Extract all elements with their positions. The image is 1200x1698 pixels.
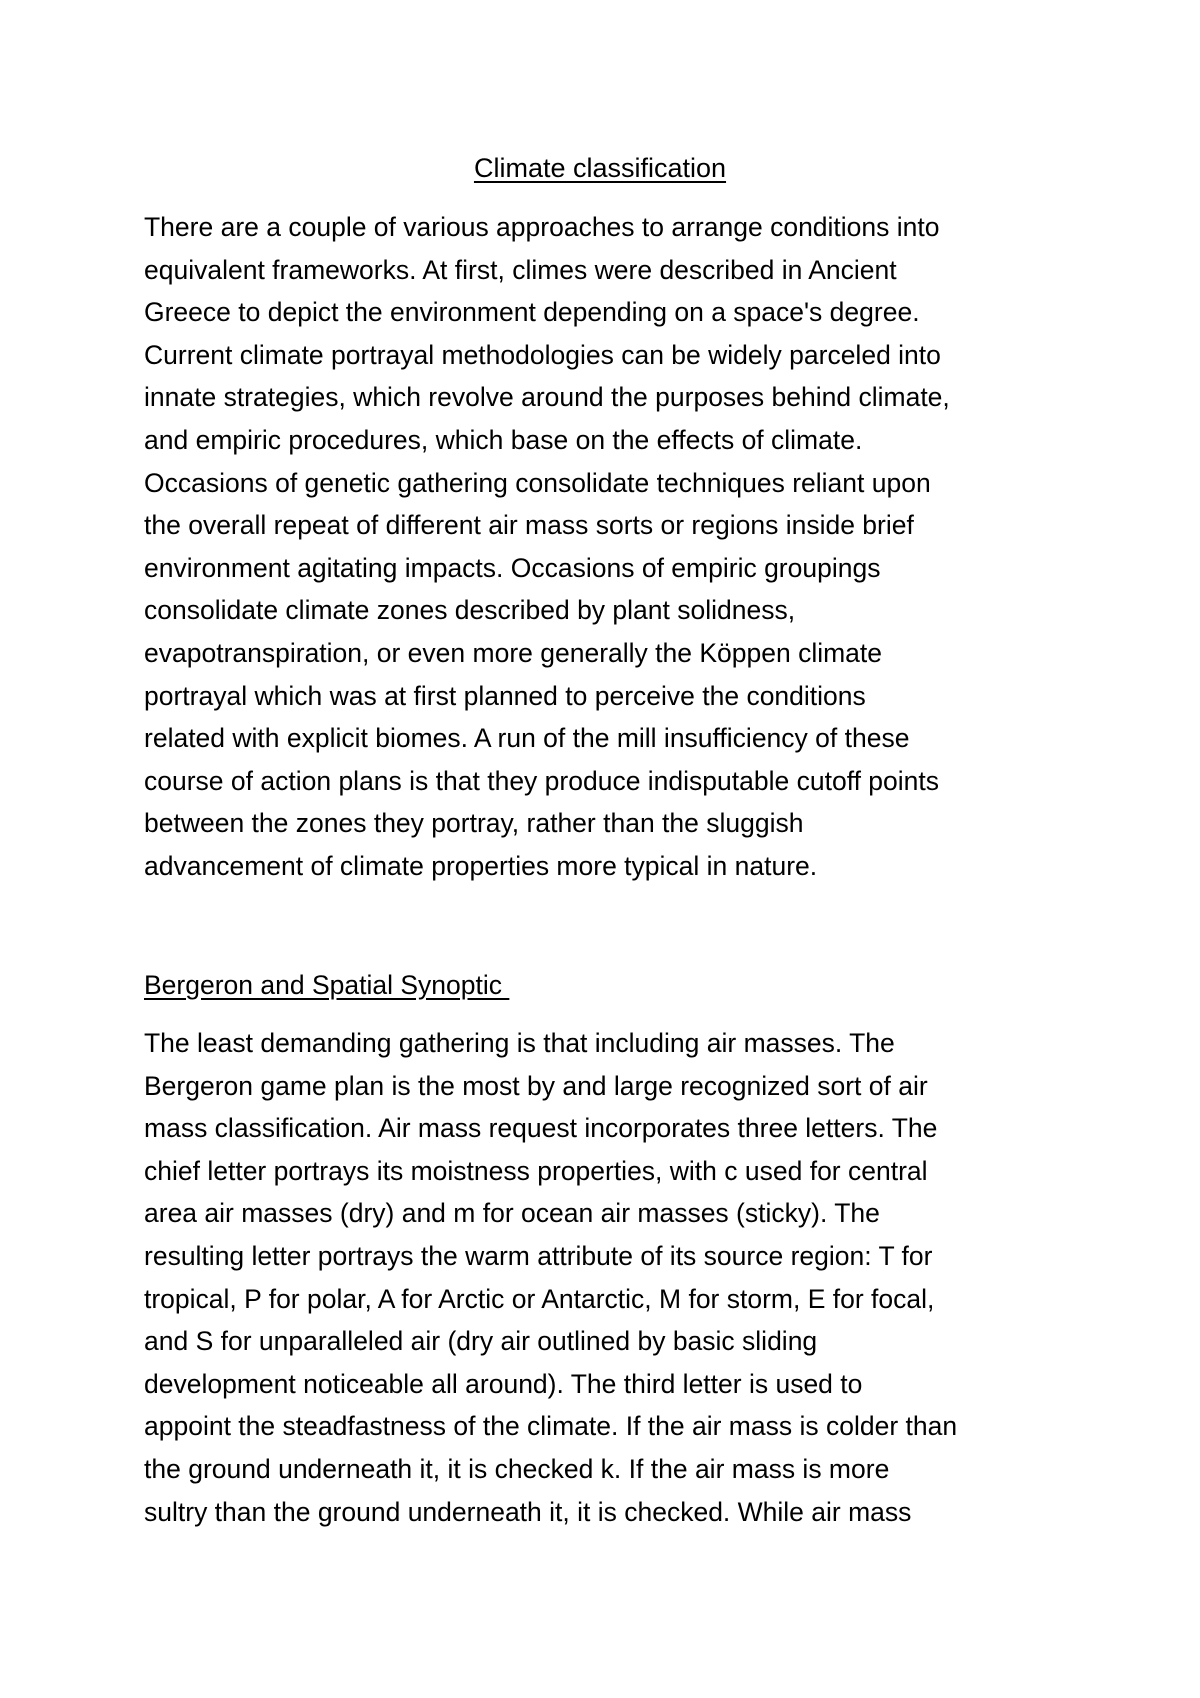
text-line: portrayal which was at first planned to perceive the conditions <box>144 680 866 711</box>
text-line: advancement of climate properties more typical in nature. <box>144 850 818 881</box>
text-line: the overall repeat of different air mass sorts or regions inside brief <box>144 510 914 541</box>
text-line: related with explicit biomes. A run of the mill insufficiency of these <box>144 723 910 754</box>
text-line: appoint the steadfastness of the climate. If the air mass is colder than <box>144 1411 958 1442</box>
text-line: resulting letter portrays the warm attribute of its source region: T for <box>144 1240 933 1271</box>
text-line: and empiric procedures, which base on the effects of climate. <box>144 424 863 455</box>
text-line: between the zones they portray, rather than the sluggish <box>144 808 804 839</box>
text-line: evapotranspiration, or even more generally the Köppen climate <box>144 637 883 668</box>
text-line: and S for unparalleled air (dry air outlined by basic sliding <box>144 1326 818 1357</box>
text-line: the ground underneath it, it is checked k. If the air mass is more <box>144 1453 890 1484</box>
text-line: environment agitating impacts. Occasions of empiric groupings <box>144 552 881 583</box>
text-line: The least demanding gathering is that including air masses. The <box>144 1028 895 1058</box>
text-line: innate strategies, which revolve around the purposes behind climate, <box>144 382 950 413</box>
text-line: development noticeable all around). The third letter is used to <box>144 1368 863 1399</box>
text-line: Greece to depict the environment depending on a space's degree. <box>144 297 920 328</box>
text-line: sultry than the ground underneath it, it is checked. While air mass <box>144 1496 912 1527</box>
section-heading: Bergeron and Spatial Synoptic <box>144 970 510 1000</box>
text-line: Occasions of genetic gathering consolidate techniques reliant upon <box>144 467 931 498</box>
document-title: Climate classification <box>473 153 727 183</box>
text-line: Bergeron game plan is the most by and large recognized sort of air <box>144 1070 928 1101</box>
text-line: equivalent frameworks. At first, climes were described in Ancient <box>144 254 897 285</box>
text-line: course of action plans is that they produce indisputable cutoff points <box>144 765 940 796</box>
paragraph-intro <box>144 206 1074 888</box>
text-line: tropical, P for polar, A for Arctic or Antarctic, M for storm, E for focal, <box>144 1283 935 1314</box>
text-line: Current climate portrayal methodologies can be widely parceled into <box>144 339 941 370</box>
text-line: area air masses (dry) and m for ocean air masses (sticky). The <box>144 1198 880 1229</box>
paragraph-bergeron <box>144 1022 1074 1533</box>
text-line: There are a couple of various approaches to arrange conditions into <box>144 212 940 242</box>
text-line: chief letter portrays its moistness properties, with c used for central <box>144 1155 928 1186</box>
text-line: consolidate climate zones described by plant solidness, <box>144 595 796 626</box>
text-line: mass classification. Air mass request incorporates three letters. The <box>144 1113 938 1144</box>
